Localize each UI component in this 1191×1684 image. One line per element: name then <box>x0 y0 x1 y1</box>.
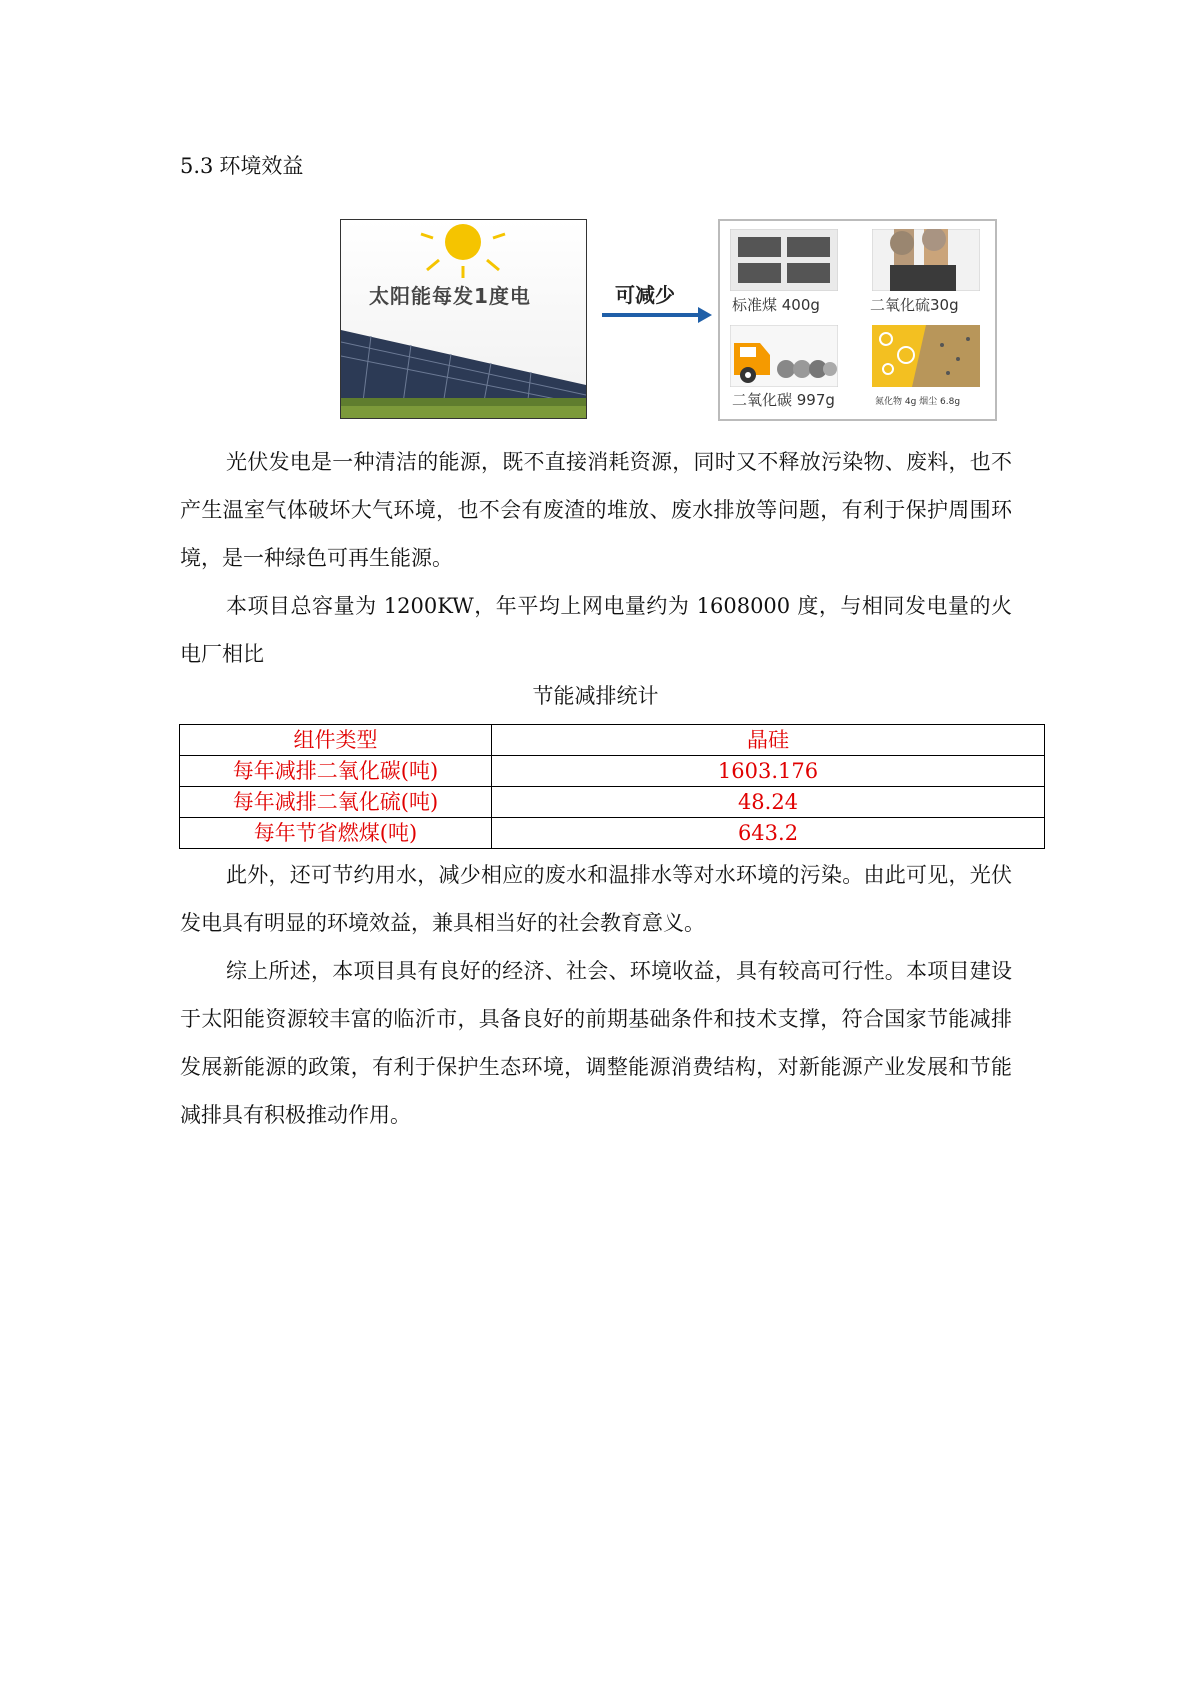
reduction-results-box <box>718 219 997 421</box>
table-row <box>180 725 1045 756</box>
table-title: 节能减排统计 <box>532 684 659 708</box>
so2-label: 二氧化硫30g <box>870 296 959 314</box>
left-panel-label: 太阳能每发1度电 <box>369 284 531 308</box>
table-cell-value: 晶硅 <box>492 725 1045 756</box>
table-cell-label: 每年减排二氧化碳(吨) <box>180 756 492 787</box>
right-arrow-icon <box>602 305 712 325</box>
table-row <box>180 818 1045 849</box>
emission-reduction-illustration <box>340 217 1000 422</box>
coal-label: 标准煤 400g <box>732 296 820 314</box>
section-title: 环境效益 <box>219 154 304 178</box>
arrow-label: 可减少 <box>615 283 675 307</box>
sun-and-panels-icon <box>341 220 586 418</box>
table-cell-label: 每年节省燃煤(吨) <box>180 818 492 849</box>
table-row <box>180 756 1045 787</box>
section-heading <box>180 150 303 180</box>
solar-panel-image <box>340 219 587 419</box>
chimney-icon <box>872 229 980 295</box>
dust-icon <box>872 325 980 391</box>
table-cell-label: 每年减排二氧化硫(吨) <box>180 787 492 818</box>
emission-stats-table <box>179 724 1045 849</box>
table-cell-label: 组件类型 <box>180 725 492 756</box>
paragraph-4: 综上所述，本项目具有良好的经济、社会、环境收益，具有较高可行性。本项目建设于太阳能资源较丰富的临沂市，具备良好的前期基础条件和技术支撑，符合国家节能减排发展新能源的政策，有利于保护生态环境，调整能源消费结构，对新能源产业发展和节能减排具有积极推动作用。 <box>180 959 1012 1127</box>
table-cell-value: 48.24 <box>492 787 1045 818</box>
truck-icon <box>730 325 838 391</box>
nox-dust-label: 氮化物 4g 烟尘 6.8g <box>875 397 961 407</box>
paragraph-2: 本项目总容量为 1200KW，年平均上网电量约为 1608000 度，与相同发电量的火电厂相比 <box>180 594 1012 666</box>
paragraph-3: 此外，还可节约用水，减少相应的废水和温排水等对水环境的污染。由此可见，光伏发电具有明显的环境效益，兼具相当好的社会教育意义。 <box>180 863 1012 935</box>
paragraph-1: 光伏发电是一种清洁的能源，既不直接消耗资源，同时又不释放污染物、废料，也不产生温室气体破坏大气环境，也不会有废渣的堆放、废水排放等问题，有利于保护周围环境，是一种绿色可再生能源。 <box>180 450 1012 570</box>
table-row <box>180 787 1045 818</box>
table-cell-value: 1603.176 <box>492 756 1045 787</box>
section-number: 5.3 <box>180 154 214 178</box>
coal-icon <box>730 229 838 295</box>
co2-label: 二氧化碳 997g <box>732 391 835 409</box>
table-cell-value: 643.2 <box>492 818 1045 849</box>
